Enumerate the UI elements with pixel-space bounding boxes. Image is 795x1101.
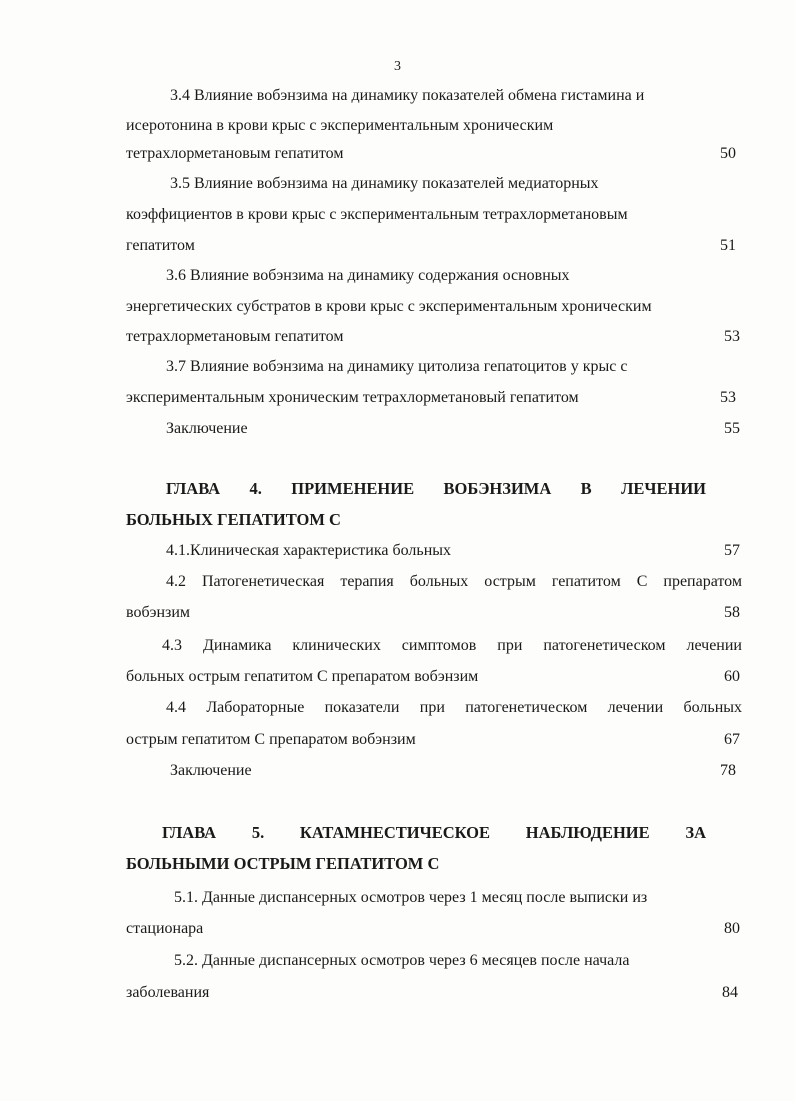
chapter-4-heading-line-2: БОЛЬНЫХ ГЕПАТИТОМ С [126,510,341,529]
toc-entry-3-4-line-2: исеротонина в крови крыс с экспериментальным хроническим [126,117,554,134]
toc-entry-3-5-line-2: коэффициентов в крови крыс с экспериментальным тетрахлорметановым [126,206,628,223]
toc-entry-4-3-line-2: больных острым гепатитом С препаратом вобэнзим [126,668,479,685]
toc-entry-4-3-line-1: 4.3 Динамика клинических симптомов при патогенетическом лечении [162,637,742,654]
toc-entry-5-2-line-2: заболевания [126,984,210,1001]
toc-entry-3-5-line-1: 3.5 Влияние вобэнзима на динамику показателей медиаторных [170,175,599,192]
toc-entry-4-3-page: 60 [724,668,740,685]
toc-entry-4-2-line-2: вобэнзим [126,604,191,621]
toc-entry-conclusion-3: Заключение [166,420,248,437]
toc-entry-5-1-line-2: стационара [126,920,204,937]
chapter-4-heading-line-1: ГЛАВА 4. ПРИМЕНЕНИЕ ВОБЭНЗИМА В ЛЕЧЕНИИ [166,479,706,498]
chapter-5-heading-line-1: ГЛАВА 5. КАТАМНЕСТИЧЕСКОЕ НАБЛЮДЕНИЕ ЗА [162,823,706,842]
chapter-5-heading-line-2: БОЛЬНЫМИ ОСТРЫМ ГЕПАТИТОМ С [126,854,440,873]
toc-entry-5-2-page: 84 [722,984,738,1001]
toc-entry-4-1-page: 57 [724,542,740,559]
toc-entry-4-2-line-1: 4.2 Патогенетическая терапия больных острым гепатитом С препаратом [166,573,742,590]
page-number: 3 [394,59,401,74]
toc-entry-conclusion-4-page: 78 [720,762,736,779]
toc-entry-3-6-line-1: 3.6 Влияние вобэнзима на динамику содержания основных [166,267,570,284]
toc-entry-4-1: 4.1.Клиническая характеристика больных [166,542,452,559]
toc-entry-5-1-line-1: 5.1. Данные диспансерных осмотров через 1 месяц после выписки из [174,889,648,906]
toc-entry-conclusion-3-page: 55 [724,420,740,437]
toc-entry-4-2-page: 58 [724,604,740,621]
toc-entry-3-4-page: 50 [720,145,736,162]
toc-entry-3-6-line-2: энергетических субстратов в крови крыс с экспериментальным хроническим [126,298,652,315]
toc-entry-3-4-line-1: 3.4 Влияние вобэнзима на динамику показателей обмена гистамина и [170,87,645,104]
toc-entry-3-7-line-2: экспериментальным хроническим тетрахлорметановый гепатитом [126,389,579,406]
toc-entry-4-4-line-1: 4.4 Лабораторные показатели при патогенетическом лечении больных [166,699,742,716]
toc-entry-5-2-line-1: 5.2. Данные диспансерных осмотров через 6 месяцев после начала [174,952,630,969]
toc-entry-3-5-line-3: гепатитом [126,237,195,254]
toc-entry-3-6-line-3: тетрахлорметановым гепатитом [126,328,344,345]
toc-entry-3-4-line-3: тетрахлорметановым гепатитом [126,145,344,162]
toc-entry-3-5-page: 51 [720,237,736,254]
toc-entry-4-4-page: 67 [724,731,740,748]
toc-entry-3-7-line-1: 3.7 Влияние вобэнзима на динамику цитолиза гепатоцитов у крыс с [166,358,628,375]
toc-entry-4-4-line-2: острым гепатитом С препаратом вобэнзим [126,731,416,748]
toc-entry-3-6-page: 53 [724,328,740,345]
toc-entry-5-1-page: 80 [724,920,740,937]
toc-entry-conclusion-4: Заключение [170,762,252,779]
toc-entry-3-7-page: 53 [720,389,736,406]
